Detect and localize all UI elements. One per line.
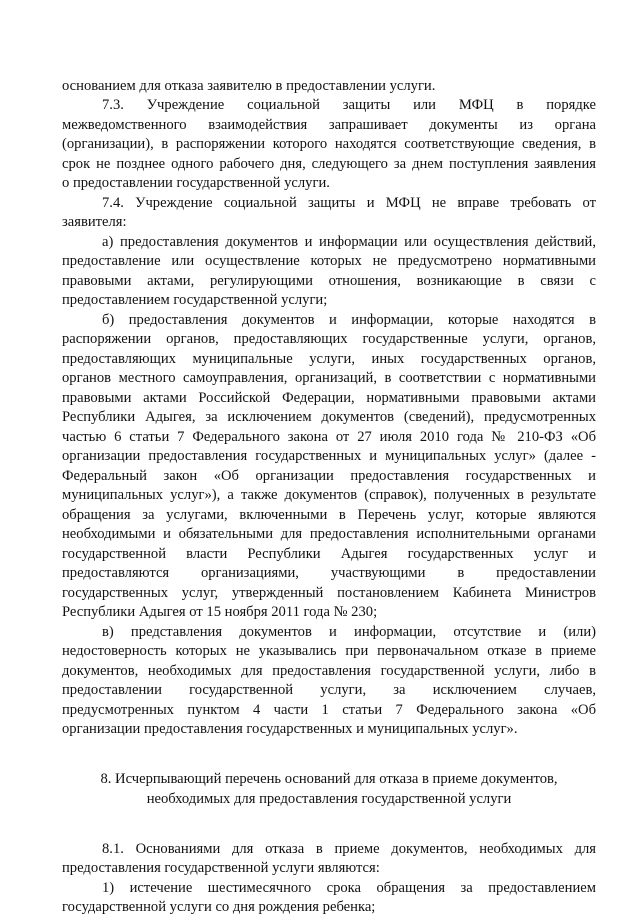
text-line: организации предоставления государственных и муниципальных услуг» (далее - [62,448,596,464]
text-line: недостоверность которых не указывались при первоначальном отказе в приеме [62,643,596,659]
text-line: предусмотренных пунктом 4 части 1 статьи 7 Федерального закона «Об [62,702,596,718]
text-line: Федеральный закон «Об организации предоставления государственных и [62,468,596,484]
text-line: необходимыми и обязательными для предоставления исполнительными органами [62,526,596,542]
text-line: предоставления государственной услуги являются: [62,860,380,876]
text-line: предоставляются организациями, участвующими в предоставлении [62,565,596,581]
text-line: (организации), в распоряжении которого находятся соответствующие сведения, в [62,136,596,152]
section-7-4-line: 7.4. Учреждение социальной защиты и МФЦ не вправе требовать от [102,195,596,211]
text-line: государственных услуг, утвержденный постановлением Кабинета Министров [62,585,596,601]
text-line: организации предоставления государственных и муниципальных услуг». [62,721,518,737]
section-8-heading-cont: необходимых для предоставления государственной услуги [146,791,512,807]
item-b-line: б) предоставления документов и информации, которые находятся в [102,312,596,328]
text-line: межведомственного взаимодействия запрашивает документы из органа [62,117,596,133]
text-line: правовыми актами, регулирующими отношения, возникающие в связи с [62,273,596,289]
text-line: предоставлении государственной услуги, за исключением случаев, [62,682,596,698]
section-8-1-line: 8.1. Основаниями для отказа в приеме документов, необходимых для [102,841,596,857]
text-line: срок не позднее одного рабочего дня, следующего за днем поступления заявления [62,156,596,172]
section-8-heading: 8. Исчерпывающий перечень оснований для отказа в приеме документов, [100,771,558,787]
text-line: предоставляющих муниципальные услуги, иных государственных органов, [62,351,596,367]
text-line: государственной услуги со дня рождения ребенка; [62,899,376,915]
text-line: государственной власти Республики Адыгея государственных услуг и [62,546,596,562]
item-a-line: а) предоставления документов и информации или осуществления действий, [102,234,596,250]
text-line: обращения за услугами, включенными в Перечень услуг, которые являются [62,507,596,523]
section-7-3-line: 7.3. Учреждение социальной защиты или МФЦ в порядке [102,97,596,113]
text-line: распоряжении органов, предоставляющих государственные услуги, органов, [62,331,596,347]
text-line: предоставлением государственной услуги; [62,292,328,308]
text-line: правовыми актами Российской Федерации, нормативными правовыми актами [62,390,596,406]
text-line: основанием для отказа заявителю в предоставлении услуги. [62,78,436,94]
text-line: заявителя: [62,214,127,230]
text-line: муниципальных услуг»), а также документов (справок), полученных в результате [62,487,596,503]
text-line: органов местного самоуправления, организаций, в соответствии с нормативными [62,370,596,386]
item-1-line: 1) истечение шестимесячного срока обращения за предоставлением [102,880,596,896]
text-line: частью 6 статьи 7 Федерального закона от 27 июля 2010 года № 210-ФЗ «Об [62,429,596,445]
text-line: Республики Адыгея от 15 ноября 2011 года № 230; [62,604,378,620]
text-line: предоставление или осуществление которых не предусмотрено нормативными [62,253,596,269]
text-line: документов, необходимых для предоставления государственной услуги, либо в [62,663,596,679]
text-line: Республики Адыгея, за исключением документов (сведений), предусмотренных [62,409,596,425]
text-line: о предоставлении государственной услуги. [62,175,330,191]
item-v-line: в) представления документов и информации, отсутствие и (или) [102,624,596,640]
